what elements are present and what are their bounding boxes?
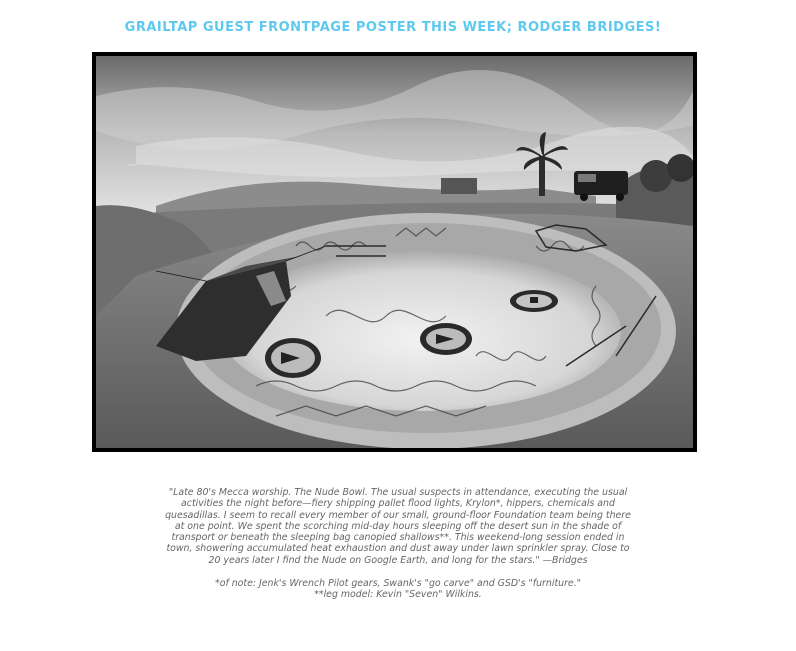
photo-caption xyxy=(160,487,636,601)
caption-note-1: *of note: Jenk's Wrench Pilot gears, Swank's "go carve" and GSD's "furniture." xyxy=(215,578,581,590)
photo-frame xyxy=(92,52,697,452)
caption-notes xyxy=(160,578,636,601)
caption-note-2: **leg model: Kevin "Seven" Wilkins. xyxy=(314,589,482,601)
page-headline: GRAILTAP GUEST FRONTPAGE POSTER THIS WEEK; RODGER BRIDGES! xyxy=(124,20,662,35)
skate-bowl-photo xyxy=(96,56,693,448)
photo-illustration xyxy=(96,56,693,448)
caption-quote: "Late 80's Mecca worship. The Nude Bowl. The usual suspects in attendance, executing the usual activities the night before—fiery shipping pallet flood lights, Krylon*, hippers, chemicals and quesadillas. I seem to recall every member of our small, ground-floor Foundation team being there at one point. We spent the scorching mid-day hours sleeping off the desert sun in the shade of transport or beneath the sleeping bag canopied shallows**. This weekend-long session ended in town, showering accumulated heat exhaustion and dust away under lawn sprinkler spray. Close to 20 years later I find the Nude on Google Earth, and long for the stars." —Bridges xyxy=(165,487,631,566)
